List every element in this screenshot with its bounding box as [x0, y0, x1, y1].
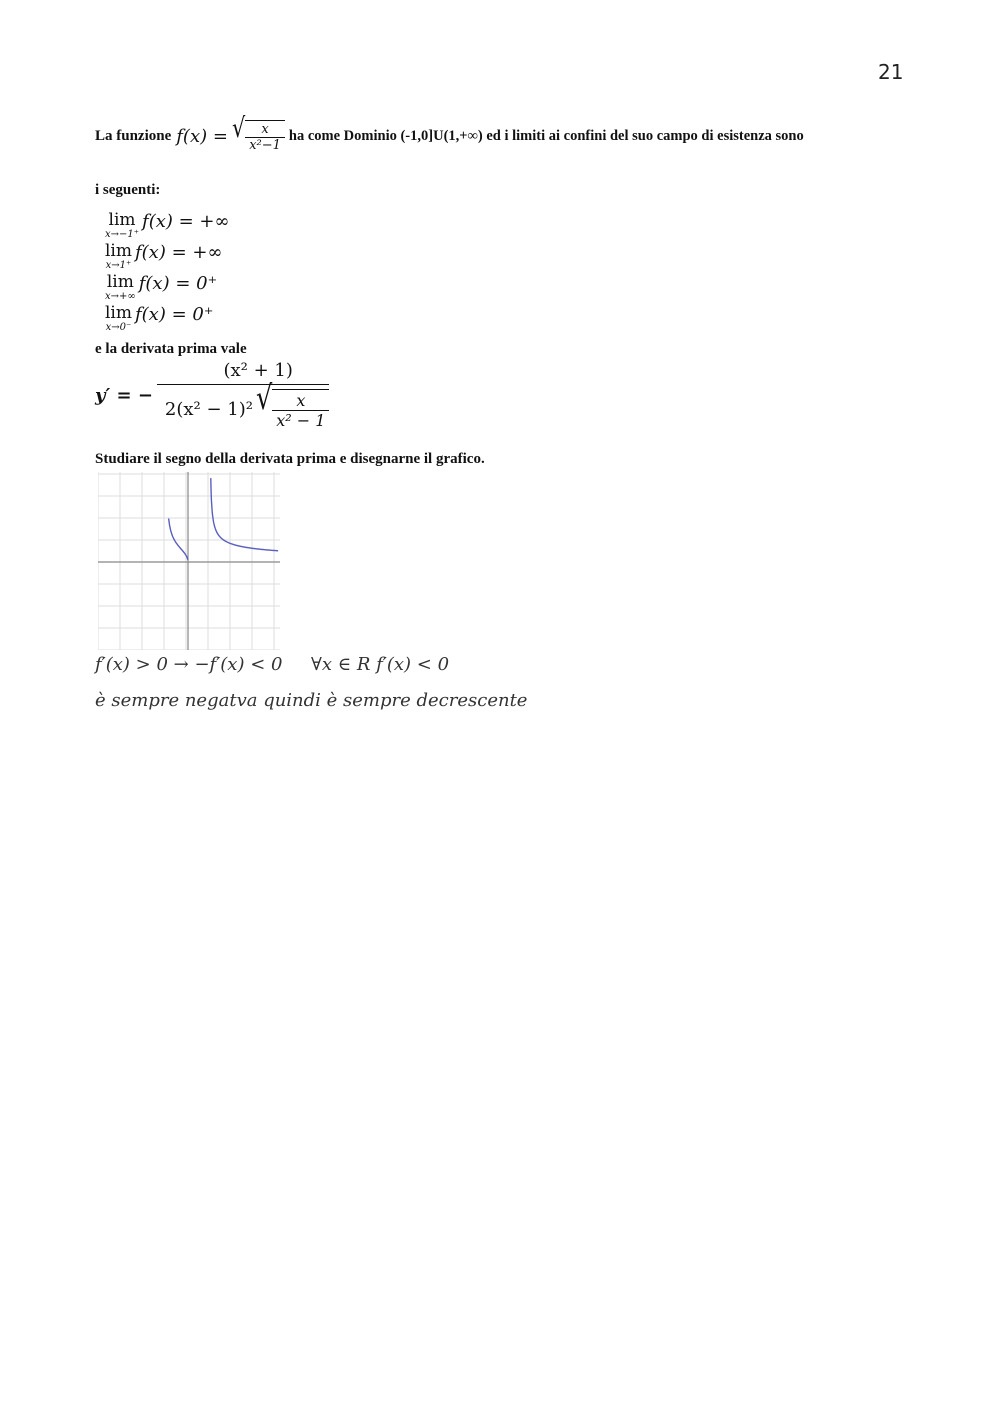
derivative-label: e la derivata prima vale [95, 341, 247, 357]
sqrt-denominator: x²−1 [245, 137, 285, 153]
page-number: 21 [878, 60, 904, 84]
limit-row [105, 274, 230, 305]
graph-grid [98, 472, 280, 650]
limit-subscript: x→0⁻ [105, 322, 132, 333]
limit-row [105, 212, 230, 243]
derivative-lhs: y′ = − [95, 384, 153, 406]
limit-row [105, 243, 230, 274]
limit-subscript: x→1⁺ [105, 260, 132, 271]
derivative-graph [98, 472, 280, 650]
intro-continued: i seguenti: [95, 182, 161, 198]
intro-after: ha come Dominio (-1,0]U(1,+∞) ed i limiti ai confini del suo campo di esistenza sono [288, 128, 804, 144]
graph-curve-left [169, 519, 188, 560]
limit-row [105, 305, 230, 336]
derivative-formula [95, 360, 329, 430]
limit-expression: f(x) = 0⁺ [135, 304, 214, 325]
sqrt-numerator: x [261, 122, 269, 137]
denominator-sqrt [255, 378, 330, 430]
limit-word: lim [106, 272, 134, 292]
limit-word: lim [105, 303, 132, 323]
radical-icon: √ [231, 112, 246, 144]
denominator-sqrt-denominator: x² − 1 [272, 410, 329, 430]
task-text: Studiare il segno della derivata prima e disegnarne il grafico. [95, 451, 485, 467]
limit-word: lim [108, 210, 136, 230]
derivative-denominator [157, 378, 330, 430]
limit-expression: f(x) = +∞ [142, 211, 230, 232]
limits-list [105, 212, 230, 336]
limit-subscript: x→−1⁺ [105, 229, 140, 240]
limit-expression: f(x) = +∞ [135, 242, 223, 263]
conclusion-text: è sempre negatva quindi è sempre decrescente [95, 690, 528, 711]
limit-expression: f(x) = 0⁺ [138, 273, 218, 294]
radical-icon: √ [255, 378, 273, 418]
function-lhs: f(x) = [176, 126, 228, 147]
denominator-sqrt-numerator: x [296, 391, 306, 410]
derivative-numerator: (x² + 1) [223, 360, 293, 381]
sign-line: f′(x) > 0 → −f′(x) < 0 ∀x ∈ R f′(x) < 0 [95, 654, 450, 675]
intro-line [95, 112, 915, 153]
intro-before: La funzione [95, 128, 172, 144]
limit-word: lim [105, 241, 132, 261]
limit-subscript: x→+∞ [105, 291, 136, 302]
denominator-left: 2(x² − 1)² [164, 399, 253, 420]
function-sqrt [231, 112, 285, 153]
